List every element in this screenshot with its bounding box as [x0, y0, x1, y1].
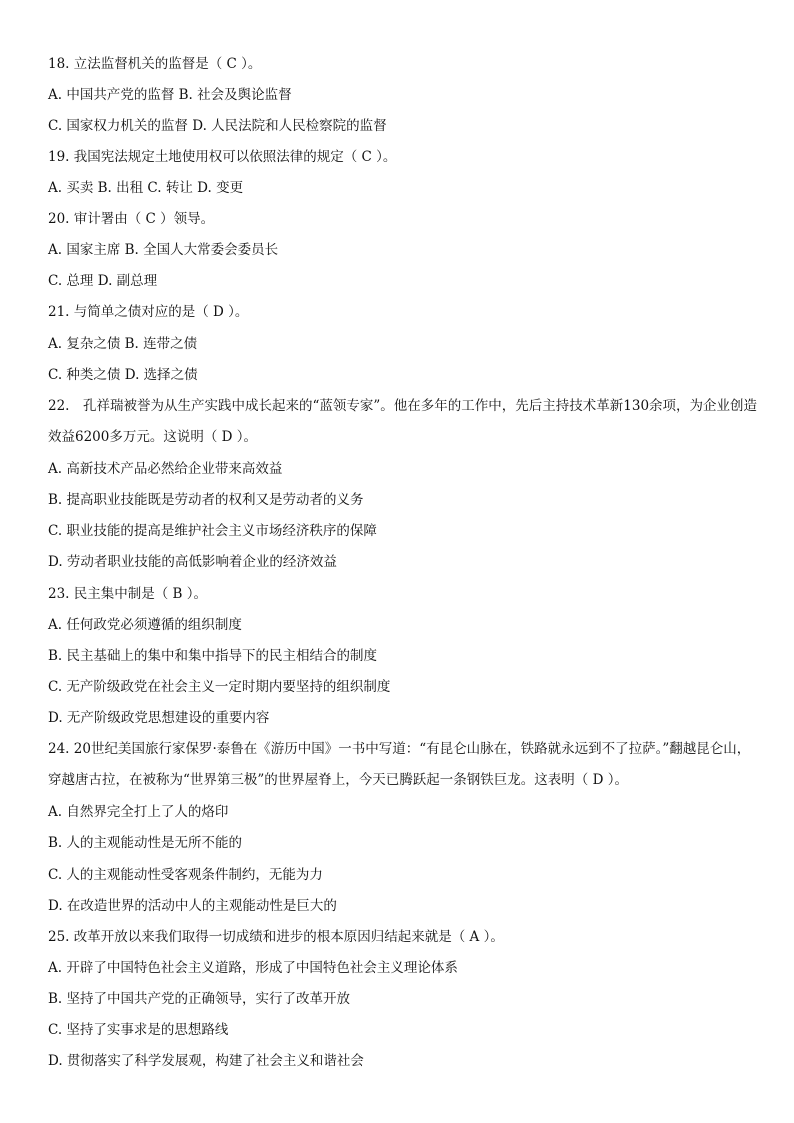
question-20-option-cd: C. 总理 D. 副总理 — [48, 273, 158, 289]
question-24-option-d: D. 在改造世界的活动中人的主观能动性是巨大的 — [48, 898, 337, 914]
question-25-option-c: C. 坚持了实事求是的思想路线 — [48, 1022, 229, 1038]
question-19-stem: 19. 我国宪法规定土地使用权可以依照法律的规定（ C ）。 — [48, 149, 397, 165]
question-25-option-d: D. 贯彻落实了科学发展观，构建了社会主义和谐社会 — [48, 1053, 364, 1069]
question-25-option-a: A. 开辟了中国特色社会主义道路，形成了中国特色社会主义理论体系 — [48, 960, 458, 976]
question-22-option-d: D. 劳动者职业技能的高低影响着企业的经济效益 — [48, 554, 337, 570]
question-21-option-cd: C. 种类之债 D. 选择之债 — [48, 367, 198, 383]
question-18-option-cd: C. 国家权力机关的监督 D. 人民法院和人民检察院的监督 — [48, 118, 387, 134]
question-24-stem: 24. 20世纪美国旅行家保罗·泰鲁在《游历中国》一书中写道：“有昆仑山脉在，铁路就永远到不了拉萨。”翻越昆仑山，穿越唐古拉，在被称为“世界第三极”的世界屋脊上，今天已腾跃起一条钢铁巨龙。这表明（ D ）。 — [48, 741, 751, 788]
question-20-option-ab: A. 国家主席 B. 全国人大常委会委员长 — [48, 242, 279, 258]
question-19-options: A. 买卖 B. 出租 C. 转让 D. 变更 — [48, 180, 244, 196]
question-20-stem: 20. 审计署由（ C ）领导。 — [48, 211, 215, 227]
question-23-option-d: D. 无产阶级政党思想建设的重要内容 — [48, 710, 270, 726]
question-23-option-c: C. 无产阶级政党在社会主义一定时期内要坚持的组织制度 — [48, 679, 391, 695]
question-24-option-c: C. 人的主观能动性受客观条件制约，无能为力 — [48, 867, 323, 883]
question-18-stem: 18. 立法监督机关的监督是（ C ）。 — [48, 56, 262, 72]
question-22-option-b: B. 提高职业技能既是劳动者的权利又是劳动者的义务 — [48, 492, 364, 508]
question-23-stem: 23. 民主集中制是（ B ）。 — [48, 586, 208, 602]
question-25-option-b: B. 坚持了中国共产党的正确领导，实行了改革开放 — [48, 991, 351, 1007]
question-21-stem: 21. 与简单之债对应的是（ D ）。 — [48, 304, 249, 320]
question-25-stem: 25. 改革开放以来我们取得一切成绩和进步的根本原因归结起来就是（ A ）。 — [48, 929, 504, 945]
question-22-option-c: C. 职业技能的提高是维护社会主义市场经济秩序的保障 — [48, 523, 377, 539]
question-24-option-a: A. 自然界完全打上了人的烙印 — [48, 804, 229, 820]
question-21-option-ab: A. 复杂之债 B. 连带之债 — [48, 336, 198, 352]
question-24-option-b: B. 人的主观能动性是无所不能的 — [48, 835, 243, 851]
question-22-option-a: A. 高新技术产品必然给企业带来高效益 — [48, 461, 283, 477]
question-22-stem: 22. 孔祥瑞被誉为从生产实践中成长起来的“蓝领专家”。他在多年的工作中，先后主持技术革新130余项，为企业创造效益6200多万元。这说明（ D ）。 — [48, 398, 758, 445]
question-23-option-a: A. 任何政党必须遵循的组织制度 — [48, 617, 242, 633]
question-18-option-ab: A. 中国共产党的监督 B. 社会及舆论监督 — [48, 87, 292, 103]
question-23-option-b: B. 民主基础上的集中和集中指导下的民主相结合的制度 — [48, 648, 378, 664]
